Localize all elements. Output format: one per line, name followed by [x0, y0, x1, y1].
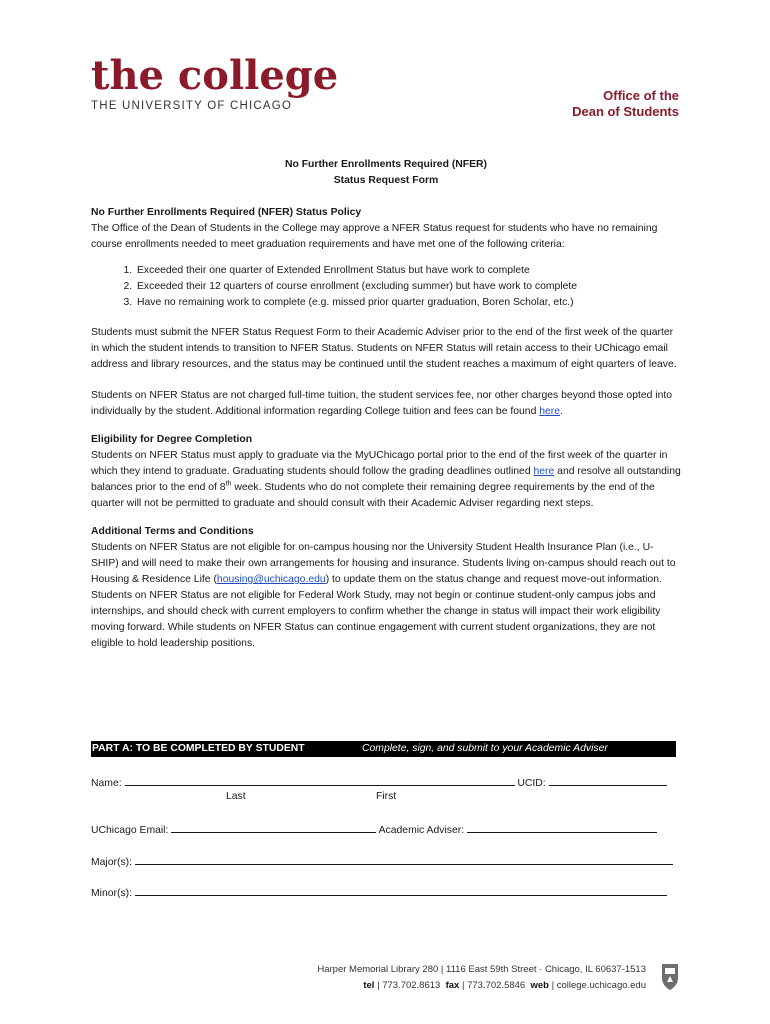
submission-paragraph: Students must submit the NFER Status Request Form to their Academic Adviser prior to the end of the first week of the quarter in which the student intends to transition to NFER Status. Students on NFER Status will retain access to their UChicago email address and library resources, and the status may be continued until the student reaches a maximum of eight quarters of leave.: [91, 327, 677, 370]
fax-label: fax: [445, 980, 460, 991]
eligibility-paragraph: [91, 448, 681, 512]
criteria-item: 3. Have no remaining work to complete (e.g. missed prior quarter graduation, Boren Scholar, etc.): [135, 295, 681, 311]
terms-text: Students on NFER Status are not eligible for on-campus housing nor the University Student Health Insurance Plan (i.e., U-SHIP) and will need to make their own arrangements for housing and insurance. Students living on-campus should reach out to Housing & Residence Life (: [91, 542, 676, 585]
tel-label: tel: [363, 980, 375, 991]
majors-row: [91, 854, 673, 870]
name-row: [91, 775, 667, 791]
minors-label: Minor(s):: [91, 888, 132, 899]
logo-wordmark: the college: [91, 52, 339, 99]
policy-heading: No Further Enrollments Required (NFER) Status Policy: [91, 207, 362, 218]
form-body: [91, 157, 681, 652]
logo-subtitle: THE UNIVERSITY OF CHICAGO: [91, 100, 293, 112]
email-field[interactable]: [171, 822, 376, 833]
majors-field[interactable]: [135, 854, 673, 865]
minors-row: [91, 885, 667, 901]
office-line-2: Dean of Students: [572, 104, 679, 119]
office-name: [572, 88, 679, 120]
criteria-item: 1. Exceeded their one quarter of Extended Enrollment Status but have work to complete: [135, 263, 681, 279]
terms-heading: Additional Terms and Conditions: [91, 526, 254, 537]
eligibility-text: Students on NFER Status must apply to graduate via the MyUChicago portal prior to the end of the first week of the quarter in which they intend to graduate. Graduating students should follow the grading deadlines outlined: [91, 450, 668, 477]
footer-contacts: tel | 773.702.8613 fax | 773.702.5846 web | college.uchicago.edu: [363, 980, 646, 991]
tuition-text-end: .: [560, 406, 563, 417]
form-title: [91, 157, 681, 189]
tuition-paragraph: [91, 388, 681, 420]
tuition-link[interactable]: here: [539, 406, 561, 417]
web-value: college.uchicago.edu: [556, 980, 646, 991]
title-line-1: No Further Enrollments Required (NFER): [284, 159, 488, 170]
policy-intro: The Office of the Dean of Students in the College may approve a NFER Status request for students who have no remaining course enrollments needed to meet graduation requirements and have met one of the following criteria:: [91, 223, 658, 250]
eligibility-text-mid: and resolve all outstanding balances prior to the end of 8: [91, 466, 681, 493]
adviser-field[interactable]: [467, 822, 657, 833]
email-row: [91, 822, 657, 838]
terms-text-end: ) to update them on the status change and request move-out information. Students on NFER Status are not eligible for Federal Work Study, may not begin or continue student-only campus jobs and internships, and should check with current employers to confirm whether the change in status will impact their work eligibility moving forward. While students on NFER Status can continue engagement with current student organizations, they are not eligible to hold leadership positions.: [91, 574, 662, 649]
eligibility-text-end: week. Students who do not complete their remaining degree requirements by the end of the quarter will not be permitted to graduate and should consult with their Academic Adviser regarding next steps.: [91, 482, 655, 509]
minors-field[interactable]: [135, 885, 667, 896]
criteria-item: 2. Exceeded their 12 quarters of course enrollment (excluding summer) but have work to complete: [135, 279, 681, 295]
title-line-2: Status Request Form: [333, 175, 439, 186]
grading-deadlines-link[interactable]: here: [533, 466, 555, 477]
adviser-label: Academic Adviser:: [378, 825, 465, 836]
name-field[interactable]: [125, 775, 515, 786]
eligibility-heading: Eligibility for Degree Completion: [91, 434, 253, 445]
email-label: UChicago Email:: [91, 825, 169, 836]
part-a-header: [91, 741, 676, 757]
ucid-field[interactable]: [549, 775, 667, 786]
university-seal-icon: [660, 962, 680, 992]
fax-value: 773.702.5846: [467, 980, 526, 991]
last-name-label: Last: [226, 791, 246, 802]
part-a-label: PART A: TO BE COMPLETED BY STUDENT: [92, 743, 305, 754]
tuition-text: Students on NFER Status are not charged full-time tuition, the student services fee, nor other charges beyond those opted into individually by the student. Additional information regarding College tuition and fees can be found: [91, 390, 673, 417]
part-a-instruction: Complete, sign, and submit to your Academic Adviser: [362, 743, 608, 754]
ordinal-suffix: th: [225, 480, 232, 488]
web-label: web: [530, 980, 549, 991]
terms-paragraph: [91, 540, 681, 652]
housing-email-link[interactable]: housing@uchicago.edu: [216, 574, 326, 585]
office-line-1: Office of the: [603, 88, 679, 103]
footer-address: Harper Memorial Library 280 | 1116 East 59th Street · Chicago, IL 60637-1513: [317, 964, 646, 975]
college-logo: [91, 54, 338, 112]
tel-value: 773.702.8613: [382, 980, 441, 991]
criteria-list: [91, 263, 681, 311]
first-name-label: First: [376, 791, 397, 802]
ucid-label: UCID:: [517, 778, 546, 789]
footer-contact: [317, 962, 646, 994]
name-label: Name:: [91, 778, 122, 789]
majors-label: Major(s):: [91, 857, 132, 868]
